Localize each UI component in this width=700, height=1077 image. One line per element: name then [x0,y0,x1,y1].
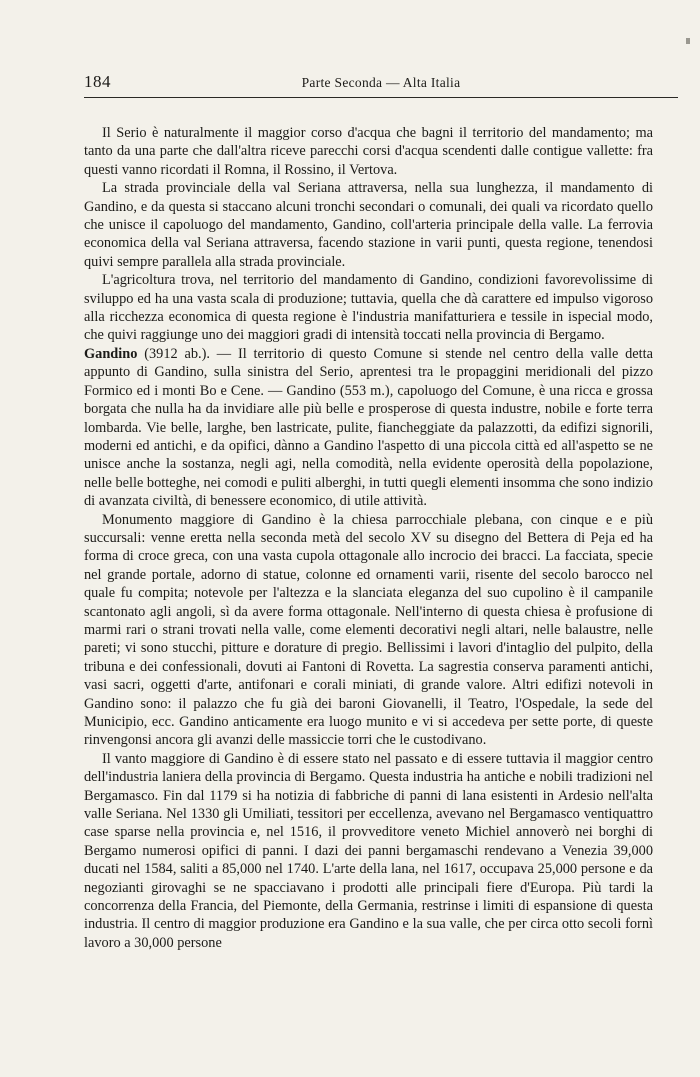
paragraph-serio [84,124,653,179]
paragraph-lead-term: Gandino [84,345,138,362]
paragraph-text: L'agricoltura trova, nel territorio del mandamento di Gandino, condizioni favorevolissime di sviluppo ed ha una vasta scala di produzione; tuttavia, quella che dà carattere ed impulso vigoroso alla ricchezza economica di questa regione è l'industria manifatturiera e tessile in ispecial modo, che quivi raggiunge uno dei maggiori gradi di intensità toccati nella provincia di Bergamo. [84,272,653,344]
paragraph-text: Il Serio è naturalmente il maggior corso d'acqua che bagni il territorio del mandamento; ma tanto da una parte che dall'altra riceve parecchi corsi d'acqua scendenti dalle contigue vallette: fra questi vanno ricordati il Romna, il Rossino, il Vertova. [84,125,653,178]
body-text [84,124,653,952]
page-edge-mark [686,38,690,44]
paragraph-strada-provinciale [84,179,653,271]
page-header [84,72,678,94]
paragraph-monumento [84,511,653,750]
paragraph-text: (3912 ab.). — Il territorio di questo Comune si stende nel centro della valle detta appunto di Gandino, sulla sinistra del Serio, aprentesi tra le propaggini meridionali del pizzo Formico ed i monti Bo e Cene. — Gandino (553 m.), capoluogo del Comune, è una ricca e grossa borgata che nulla ha da invidiare alle più belle e prosperose di questa industre, nobile e forte terra lombarda. Vie belle, larghe, ben lastricate, pulite, fiancheggiate da palazzotti, da edifizi signorili, moderni ed antichi, e da opifici, dànno a Gandino l'aspetto di una piccola città ed all'aspetto se ne unisce anche la sostanza, negli agi, nella comodità, nella evidente operosità della popolazione, nelle belle botteghe, nei comodi e puliti alberghi, in tutti quegli elementi insomma che sono indizio di avanzata civiltà, di benessere economico, di utile attività. [84,345,653,510]
paragraph-gandino [84,345,653,511]
paragraph-agricoltura [84,271,653,345]
running-title: Parte Seconda — Alta Italia [301,75,461,90]
paragraph-text: La strada provinciale della val Seriana attraversa, nella sua lunghezza, il mandamento di Gandino, e da questa si staccano alcuni tronchi secondari o comunali, dei quali va ricordato quello che unisce il capoluogo del mandamento, Gandino, coll'arteria principale della valle. La ferrovia economica della val Seriana attraversa, facendo stazione in varii punti, questa regione, tenendosi quivi sempre parallela alla strada provinciale. [84,180,653,270]
paragraph-text: Monumento maggiore di Gandino è la chiesa parrocchiale plebana, con cinque e e più succursali: venne eretta nella seconda metà del secolo XV su disegno del Bettera di Peja ed ha forma di croce greca, con una vasta cupola ottagonale allo incrocio dei bracci. La facciata, specie nel grande portale, adorno di statue, colonne ed ornamenti varii, risente del secolo barocco nel quale fu compita; notevole per l'altezza e la slanciata eleganza del suo cupolino è il campanile scantonato agli angoli, sì da avere forma ottagonale. Nell'interno di questa chiesa è profusione di marmi rari o strani trovati nella valle, come elementi decorativi negli altari, nelle balaustre, nelle pareti; vi sono stucchi, pitture e dorature di pregio. Bellissimi i lavori d'intaglio del pulpito, della tribuna e dei confessionali, dovuti ai Fantoni di Rovetta. La sagrestia conserva paramenti antichi, vasi sacri, oggetti d'arte, antifonari e corali miniati, di grande valore. Altri edifizi notevoli in Gandino sono: il palazzo che fu già dei baroni Giovanelli, il Teatro, l'Ospedale, la sede del Municipio, ecc. Gandino anticamente era luogo munito e vi si accedeva per sette porte, di queste rinvengonsi ancora gli avanzi delle massiccie torri che le custodivano. [84,511,653,749]
page-number: 184 [84,72,111,91]
paragraph-text: Il vanto maggiore di Gandino è di essere stato nel passato e di essere tuttavia il maggior centro dell'industria laniera della provincia di Bergamo. Questa industria ha antiche e nobili tradizioni nel Bergamasco. Fin dal 1179 si ha notizia di fabbriche di panni di lana esistenti in Ardesio nell'alta valle Seriana. Nel 1330 gli Umiliati, tessitori per eccellenza, avevano nel Bergamasco ventiquattro case sparse nella provincia e, nel 1516, il provveditore veneto Michiel annoverò nei borghi di Bergamo numerosi opifici di panni. I dazi dei panni bergamaschi rendevano a Venezia 39,000 ducati nel 1584, saliti a 85,000 nel 1740. L'arte della lana, nel 1617, occupava 25,000 persone e da negozianti girovaghi se ne spacciavano i prodotti alle principali fiere d'Europa. Più tardi la concorrenza della Francia, del Piemonte, della Germania, restrinse i limiti di espansione di questa industria. Il centro di maggior produzione era Gandino e la sua valle, che per circa otto secoli fornì lavoro a 30,000 persone [84,750,653,951]
paragraph-industria-laniera [84,750,653,952]
header-rule [84,97,678,98]
